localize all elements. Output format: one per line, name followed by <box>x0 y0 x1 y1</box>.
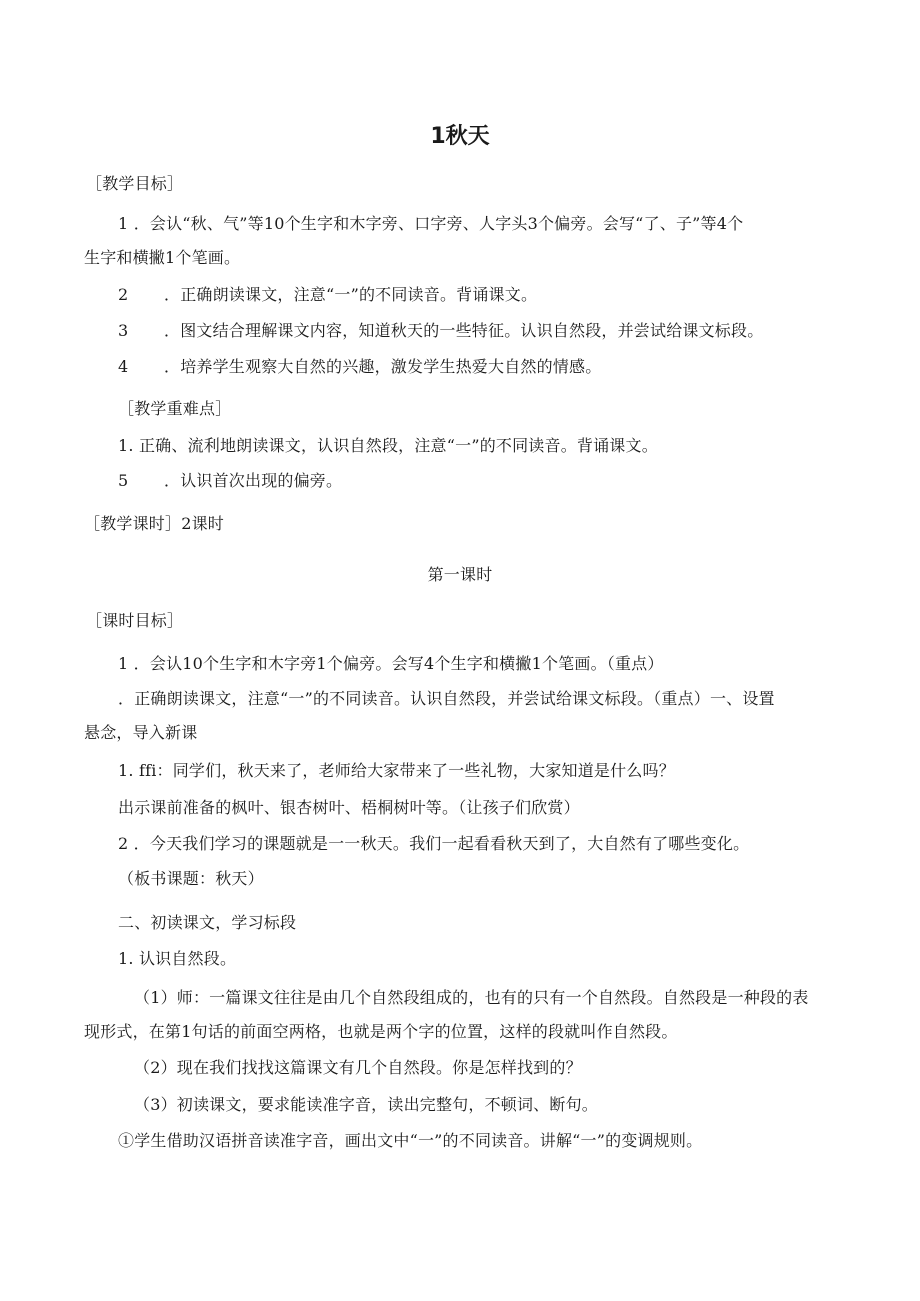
lesson-goal-2: ．正确朗读课文，注意“一”的不同读音。认识自然段，并尝试给课文标段。（重点）一、设置 <box>118 689 775 708</box>
paragraph-3: （3）初读课文，要求能读准字音，读出完整句，不顿词、断句。 <box>134 1095 598 1114</box>
paragraph-1-continued: 现形式，在第1句话的前面空两格，也就是两个字的位置，这样的段就叫作自然段。 <box>84 1022 678 1041</box>
lesson-goal-2-continued: 悬念，导入新课 <box>84 723 198 742</box>
paragraph-1: （1）师：一篇课文往往是由几个自然段组成的，也有的只有一个自然段。自然段是一种段的表 <box>134 988 809 1007</box>
section-two-heading: 二、初读课文，学习标段 <box>118 913 297 932</box>
lesson-goals-heading: ［课时目标］ <box>86 611 184 630</box>
goal-item-3 <box>118 320 763 342</box>
goal-number: 2 <box>118 285 129 304</box>
goal-text: ．图文结合理解课文内容，知道秋天的一些特征。认识自然段，并尝试给课文标段。 <box>164 321 764 340</box>
intro-line-3: 2 ．今天我们学习的课题就是一一秋天。我们一起看看秋天到了，大自然有了哪些变化。 <box>118 834 750 853</box>
teaching-hours: ［教学课时］2课时 <box>84 514 224 533</box>
key-point-number: 5 <box>118 471 129 490</box>
goal-number: 3 <box>118 321 129 340</box>
goal-text: ．正确朗读课文，注意“一”的不同读音。背诵课文。 <box>164 285 538 304</box>
paragraph-4: ①学生借助汉语拼音读准字音，画出文中“一”的不同读音。讲解“一”的变调规则。 <box>118 1131 703 1150</box>
lesson-goal-1: 1 ．会认10个生字和木字旁1个偏旁。会写4个生字和横撇1个笔画。（重点） <box>118 654 664 673</box>
goal-number: 1 <box>118 214 129 233</box>
key-point-text: ．认识首次出现的偏旁。 <box>164 471 343 490</box>
step-one: 1. 认识自然段。 <box>118 949 237 968</box>
goal-item-4 <box>118 356 601 378</box>
goal-text: ．培养学生观察大自然的兴趣，激发学生热爱大自然的情感。 <box>164 357 602 376</box>
page-title: 1秋天 <box>430 124 490 149</box>
paragraph-2: （2）现在我们找找这篇课文有几个自然段。你是怎样找到的？ <box>134 1058 582 1077</box>
goal-item-1 <box>118 213 743 235</box>
goal-item-2 <box>118 284 537 306</box>
intro-line-1: 1. ffi：同学们，秋天来了，老师给大家带来了一些礼物，大家知道是什么吗？ <box>118 761 675 780</box>
goal-number: 4 <box>118 357 129 376</box>
intro-line-2: 出示课前准备的枫叶、银杏树叶、梧桐树叶等。（让孩子们欣赏） <box>118 798 580 817</box>
key-heading: ［教学重难点］ <box>118 399 232 418</box>
goals-heading: ［教学目标］ <box>86 174 184 193</box>
intro-line-4: （板书课题：秋天） <box>118 869 264 888</box>
lesson-one-heading: 第一课时 <box>427 565 493 584</box>
key-point-1: 1. 正确、流利地朗读课文，认识自然段，注意“一”的不同读音。背诵课文。 <box>118 436 658 455</box>
goal-text: ．会认“秋、气”等10个生字和木字旁、口字旁、人字头3个偏旁。会写“了、子”等4个 <box>133 214 744 233</box>
goal-item-1-continued: 生字和横撇1个笔画。 <box>84 248 241 267</box>
key-point-2 <box>118 470 342 492</box>
